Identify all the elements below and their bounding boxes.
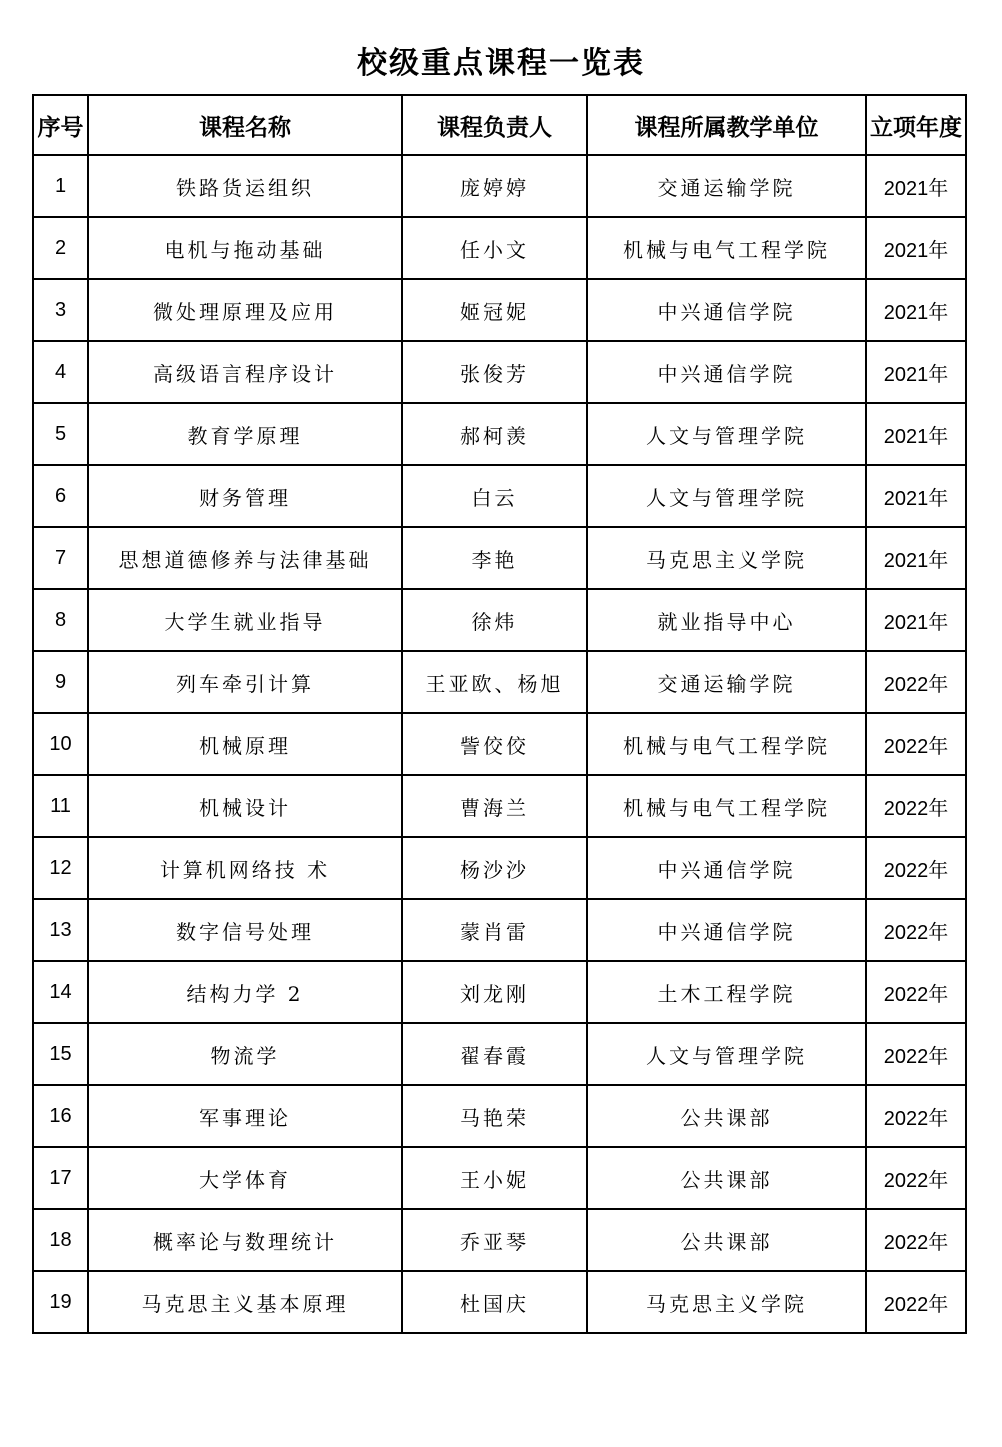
cell-course-name: 计算机网络技 术 <box>88 837 402 899</box>
header-teaching-unit: 课程所属教学单位 <box>587 95 866 155</box>
cell-course-name: 列车牵引计算 <box>88 651 402 713</box>
table-header <box>33 95 966 155</box>
cell-course-owner: 刘龙刚 <box>402 961 587 1023</box>
cell-teaching-unit: 马克思主义学院 <box>587 1271 866 1333</box>
cell-course-name: 军事理论 <box>88 1085 402 1147</box>
cell-course-name: 高级语言程序设计 <box>88 341 402 403</box>
cell-course-name: 大学生就业指导 <box>88 589 402 651</box>
cell-project-year: 2022年 <box>866 1023 966 1085</box>
cell-no: 8 <box>33 589 88 651</box>
cell-course-owner: 姬冠妮 <box>402 279 587 341</box>
cell-no: 5 <box>33 403 88 465</box>
table-row <box>33 651 966 713</box>
table-row <box>33 775 966 837</box>
cell-project-year: 2022年 <box>866 899 966 961</box>
table-row <box>33 155 966 217</box>
cell-course-owner: 蒙肖雷 <box>402 899 587 961</box>
cell-no: 12 <box>33 837 88 899</box>
cell-course-name: 马克思主义基本原理 <box>88 1271 402 1333</box>
cell-project-year: 2022年 <box>866 713 966 775</box>
table-row <box>33 1023 966 1085</box>
table-body <box>33 155 966 1333</box>
table-row <box>33 899 966 961</box>
cell-teaching-unit: 人文与管理学院 <box>587 465 866 527</box>
cell-course-owner: 杨沙沙 <box>402 837 587 899</box>
cell-course-name: 思想道德修养与法律基础 <box>88 527 402 589</box>
cell-no: 16 <box>33 1085 88 1147</box>
cell-course-owner: 马艳荣 <box>402 1085 587 1147</box>
header-project-year: 立项年度 <box>866 95 966 155</box>
cell-teaching-unit: 人文与管理学院 <box>587 403 866 465</box>
table-row <box>33 279 966 341</box>
table-row <box>33 1271 966 1333</box>
cell-no: 15 <box>33 1023 88 1085</box>
cell-course-owner: 庞婷婷 <box>402 155 587 217</box>
cell-course-name: 财务管理 <box>88 465 402 527</box>
cell-project-year: 2022年 <box>866 651 966 713</box>
cell-course-name: 大学体育 <box>88 1147 402 1209</box>
cell-teaching-unit: 中兴通信学院 <box>587 279 866 341</box>
page-title: 校级重点课程一览表 <box>357 46 645 81</box>
table-row <box>33 403 966 465</box>
cell-teaching-unit: 中兴通信学院 <box>587 837 866 899</box>
cell-project-year: 2022年 <box>866 1271 966 1333</box>
cell-no: 17 <box>33 1147 88 1209</box>
cell-teaching-unit: 中兴通信学院 <box>587 341 866 403</box>
cell-course-owner: 白云 <box>402 465 587 527</box>
cell-course-name: 教育学原理 <box>88 403 402 465</box>
cell-project-year: 2021年 <box>866 465 966 527</box>
cell-project-year: 2021年 <box>866 155 966 217</box>
table-row <box>33 713 966 775</box>
cell-course-owner: 訾佼佼 <box>402 713 587 775</box>
cell-no: 19 <box>33 1271 88 1333</box>
table-row <box>33 217 966 279</box>
cell-teaching-unit: 机械与电气工程学院 <box>587 217 866 279</box>
table-row <box>33 837 966 899</box>
header-course-name: 课程名称 <box>88 95 402 155</box>
cell-project-year: 2022年 <box>866 837 966 899</box>
cell-project-year: 2021年 <box>866 217 966 279</box>
table-row <box>33 1209 966 1271</box>
header-course-owner: 课程负责人 <box>402 95 587 155</box>
course-table <box>32 94 967 1334</box>
cell-course-name: 结构力学 2 <box>88 961 402 1023</box>
cell-project-year: 2021年 <box>866 341 966 403</box>
cell-no: 6 <box>33 465 88 527</box>
table-row <box>33 341 966 403</box>
cell-no: 2 <box>33 217 88 279</box>
cell-course-owner: 任小文 <box>402 217 587 279</box>
table-row <box>33 589 966 651</box>
cell-no: 1 <box>33 155 88 217</box>
cell-no: 4 <box>33 341 88 403</box>
cell-teaching-unit: 马克思主义学院 <box>587 527 866 589</box>
table-row <box>33 527 966 589</box>
cell-teaching-unit: 交通运输学院 <box>587 155 866 217</box>
cell-course-owner: 李艳 <box>402 527 587 589</box>
cell-teaching-unit: 公共课部 <box>587 1085 866 1147</box>
cell-no: 3 <box>33 279 88 341</box>
cell-teaching-unit: 就业指导中心 <box>587 589 866 651</box>
cell-no: 14 <box>33 961 88 1023</box>
cell-course-name: 物流学 <box>88 1023 402 1085</box>
cell-project-year: 2022年 <box>866 961 966 1023</box>
cell-course-owner: 王亚欧、杨旭 <box>402 651 587 713</box>
cell-course-owner: 徐炜 <box>402 589 587 651</box>
cell-course-name: 电机与拖动基础 <box>88 217 402 279</box>
cell-no: 18 <box>33 1209 88 1271</box>
cell-no: 9 <box>33 651 88 713</box>
cell-course-owner: 翟春霞 <box>402 1023 587 1085</box>
cell-no: 10 <box>33 713 88 775</box>
cell-project-year: 2021年 <box>866 527 966 589</box>
cell-course-owner: 张俊芳 <box>402 341 587 403</box>
cell-course-name: 概率论与数理统计 <box>88 1209 402 1271</box>
cell-course-name: 微处理原理及应用 <box>88 279 402 341</box>
table-row <box>33 961 966 1023</box>
cell-project-year: 2022年 <box>866 775 966 837</box>
cell-teaching-unit: 公共课部 <box>587 1209 866 1271</box>
cell-course-name: 铁路货运组织 <box>88 155 402 217</box>
cell-no: 7 <box>33 527 88 589</box>
cell-teaching-unit: 中兴通信学院 <box>587 899 866 961</box>
table-row <box>33 1085 966 1147</box>
cell-no: 11 <box>33 775 88 837</box>
cell-teaching-unit: 机械与电气工程学院 <box>587 713 866 775</box>
table-row <box>33 465 966 527</box>
cell-course-name: 数字信号处理 <box>88 899 402 961</box>
cell-course-owner: 曹海兰 <box>402 775 587 837</box>
cell-project-year: 2021年 <box>866 589 966 651</box>
cell-project-year: 2021年 <box>866 403 966 465</box>
cell-no: 13 <box>33 899 88 961</box>
header-row <box>33 95 966 155</box>
cell-project-year: 2021年 <box>866 279 966 341</box>
cell-teaching-unit: 交通运输学院 <box>587 651 866 713</box>
cell-course-owner: 郝柯羡 <box>402 403 587 465</box>
cell-course-owner: 乔亚琴 <box>402 1209 587 1271</box>
cell-course-name: 机械原理 <box>88 713 402 775</box>
cell-project-year: 2022年 <box>866 1147 966 1209</box>
cell-course-owner: 杜国庆 <box>402 1271 587 1333</box>
table-row <box>33 1147 966 1209</box>
header-no: 序号 <box>33 95 88 155</box>
cell-teaching-unit: 人文与管理学院 <box>587 1023 866 1085</box>
cell-course-name: 机械设计 <box>88 775 402 837</box>
cell-teaching-unit: 机械与电气工程学院 <box>587 775 866 837</box>
cell-project-year: 2022年 <box>866 1085 966 1147</box>
cell-teaching-unit: 公共课部 <box>587 1147 866 1209</box>
cell-project-year: 2022年 <box>866 1209 966 1271</box>
cell-teaching-unit: 土木工程学院 <box>587 961 866 1023</box>
cell-course-owner: 王小妮 <box>402 1147 587 1209</box>
